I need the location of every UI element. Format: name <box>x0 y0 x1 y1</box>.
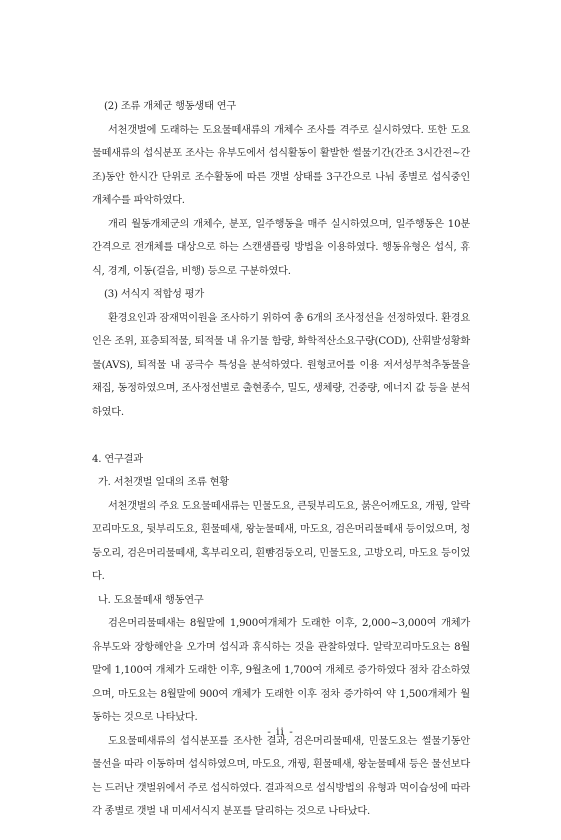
paragraph: 서천갯벌의 주요 도요물떼새류는 민물도요, 큰뒷부리도요, 붉은어깨도요, 개꿩, 알락꼬리마도요, 뒷부리도요, 흰물떼새, 왕눈물떼새, 마도요, 검은머리물떼새 등이었으며, 청둥오리, 검은머리물떼새, 혹부리오리, 흰뺨검둥오리, 민물도요, 고방오리, 마도요 등이었다. <box>92 500 470 582</box>
paragraph: 검은머리물떼새는 8월말에 1,900여개체가 도래한 이후, 2,000~3,000여 개체가 유부도와 장항해안을 오가며 섭식과 휴식하는 것을 관찰하였다. 알락꼬리마도요는 8월말에 1,100여 개체가 도래한 이후, 9월초에 1,700여 개체로 증가하였다 점차 감소하였으며, 마도요는 8월말에 900여 개체가 도래한 이후 점차 증가하여 약 1,500개체가 월동하는 것으로 나타났다. <box>92 618 470 723</box>
paragraph: 도요물떼새류의 섭식분포를 조사한 결과, 검은머리물떼새, 민물도요는 썰물기동안 물선을 따라 이동하며 섭식하였으며, 마도요, 개꿩, 흰물떼새, 왕눈물떼새 등은 물선보다는 드러난 갯벌위에서 주로 섭식하였다. 결과적으로 섭식방법의 유형과 먹이습성에 따라 각 종별로 갯벌 내 미세서식지 분포를 달리하는 것으로 나타났다. <box>92 735 470 817</box>
section-heading-2: (2) 조류 개체군 행동생태 연구 <box>104 101 237 112</box>
section-heading-4: 4. 연구결과 <box>92 453 143 465</box>
subsection-heading-a: 가. 서천갯벌 일대의 조류 현황 <box>98 477 229 488</box>
paragraph: 서천갯벌에 도래하는 도요물떼새류의 개체수 조사를 격주로 실시하였다. 또한 도요물떼새류의 섭식분포 조사는 유부도에서 섭식활동이 활발한 썰물기간(간조 3시간전~간조)동안 한시간 단위로 조수활동에 따른 갯벌 상태를 3구간으로 나눠 종별로 섭식중인 개체수를 파악하였다. <box>92 124 470 206</box>
paragraph: 환경요인과 잠재먹이원을 조사하기 위하여 총 6개의 조사정선을 선정하였다. 환경요인은 조위, 표층퇴적물, 퇴적물 내 유기물 함량, 화학적산소요구량(COD), 산휘발성황화물(AVS), 퇴적물 내 공극수 특성을 분석하였다. 원형코어를 이용 저서성무척추동물을 채집, 동정하였으며, 조사정선별로 출현종수, 밀도, 생체량, 건중량, 에너지 값 등을 분석하였다. <box>92 312 470 418</box>
section-heading-3: (3) 서식지 적합성 평가 <box>104 289 205 300</box>
document-body <box>92 95 470 824</box>
spacer <box>92 424 470 448</box>
paragraph: 개리 월동개체군의 개체수, 분포, 일주행동을 매주 실시하였으며, 일주행동은 10분간격으로 전개체를 대상으로 하는 스캔샘플링 방법을 이용하였다. 행동유형은 섭식, 휴식, 경계, 이동(걸음, 비행) 등으로 구분하였다. <box>92 218 470 277</box>
subsection-heading-b: 나. 도요물떼새 행동연구 <box>98 594 204 606</box>
page-number: - ii - <box>267 726 294 738</box>
